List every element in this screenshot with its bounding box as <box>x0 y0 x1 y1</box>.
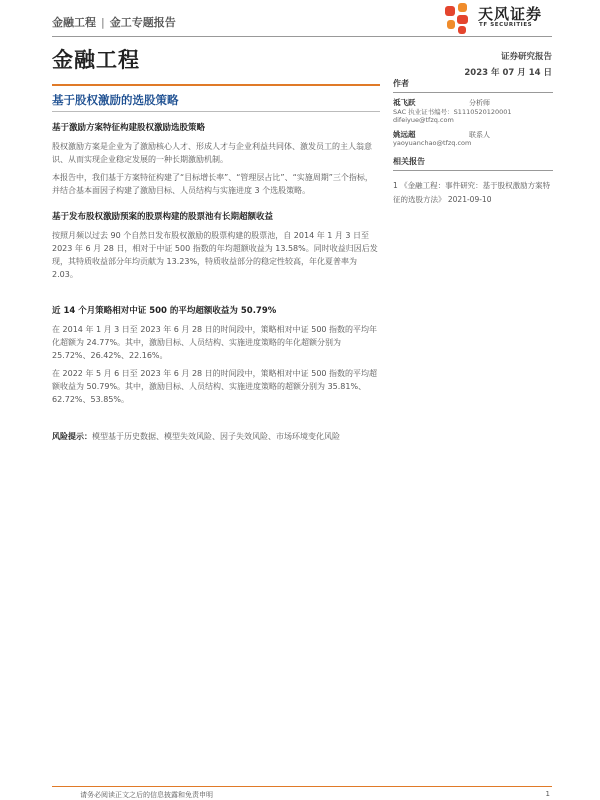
report-type-label: 证券研究报告 <box>500 52 552 62</box>
breadcrumb-category: 金融工程 <box>52 16 96 29</box>
breadcrumb-report-type: 金工专题报告 <box>109 16 176 29</box>
section-heading: 基于发布股权激励预案的股票构建的股票池有长期超额收益 <box>52 212 274 222</box>
logo-english-name: TF SECURITIES <box>479 22 533 28</box>
logo-chinese-name: 天风证券 <box>478 5 543 23</box>
related-report-link[interactable]: 1 《金融工程：事件研究：基于股权激励方案特征的选股方法》 2021-09-10 <box>393 180 551 204</box>
footer-disclaimer: 请务必阅读正文之后的信息披露和免责申明 <box>80 791 213 799</box>
author-name: 姚远超 <box>393 129 416 139</box>
author-email[interactable]: difeiyue@tfzq.com <box>393 116 454 124</box>
risk-warning-text: 模型基于历史数据、模型失效风险、因子失效风险、市场环境变化风险 <box>92 432 340 441</box>
section-excess-return <box>52 305 380 406</box>
author-role: 联系人 <box>469 130 490 139</box>
subtitle-divider <box>52 111 380 112</box>
author-card <box>393 99 553 125</box>
page-number: 1 <box>545 790 550 798</box>
authors-heading: 作者 <box>393 78 553 93</box>
sidebar <box>393 78 553 207</box>
risk-warning <box>52 430 380 443</box>
page-title: 金融工程 <box>52 48 140 72</box>
breadcrumb <box>52 14 176 30</box>
author-email[interactable]: yaoyuanchao@tfzq.com <box>393 139 472 147</box>
author-certificate: SAC 执业证书编号：S1110520120001 <box>393 107 512 116</box>
report-date: 2023 年 07 月 14 日 <box>464 68 552 78</box>
section-paragraph: 本报告中，我们基于方案特征构建了“目标增长率”、“管理层占比”、“实施周期”三个指标，并结合基本面因子构建了激励目标、人员结构与实施进度 3 个选股策略。 <box>52 173 373 195</box>
title-accent-line <box>52 84 380 86</box>
related-reports-heading: 相关报告 <box>393 156 553 171</box>
author-role: 分析师 <box>469 99 490 107</box>
section-paragraph: 按照月频以过去 90 个自然日发布股权激励的股票构建的股票池，自 2014 年 1 月 3 日至 2023 年 6 月 28 日，相对于中证 500 指数的年均超额收益为 13.58%。同时收益归因后发现，其特质收益部分年均贡献为 13.23%，特质收益部分的稳定性较高，年化夏普率为 2.03。 <box>52 231 378 279</box>
risk-warning-label: 风险提示： <box>52 432 92 441</box>
breadcrumb-separator: | <box>101 16 105 29</box>
section-heading: 近 14 个月策略相对中证 500 的平均超额收益为 50.79% <box>52 306 277 316</box>
section-incentive-strategy <box>52 122 380 197</box>
footer-divider <box>52 786 552 787</box>
header-divider <box>52 36 552 37</box>
main-content <box>52 122 380 443</box>
section-paragraph: 在 2014 年 1 月 3 日至 2023 年 6 月 28 日的时间段中，策略相对中证 500 指数的平均年化超额为 24.77%。其中，激励目标、人员结构、实施进度策略的年化超额分别为 25.72%、26.42%、22.16%。 <box>52 325 378 360</box>
section-heading: 基于激励方案特征构建股权激励选股策略 <box>52 123 206 133</box>
report-subtitle: 基于股权激励的选股策略 <box>52 93 179 107</box>
section-stock-pool <box>52 211 380 281</box>
author-name: 祗飞跃 <box>393 98 416 107</box>
logo-mark-icon <box>442 2 476 36</box>
section-paragraph: 股权激励方案是企业为了激励核心人才、形成人才与企业利益共同体、激发员工的主人翁意识、从而实现企业稳定发展的一种长期激励机制。 <box>52 142 372 164</box>
company-logo <box>442 2 552 36</box>
section-paragraph: 在 2022 年 5 月 6 日至 2023 年 6 月 28 日的时间段中，策略相对中证 500 指数的平均超额收益为 50.79%。其中，激励目标、人员结构、实施进度策略的超额分别为 35.81%、62.72%、53.85%。 <box>52 369 378 404</box>
page-header <box>52 5 552 36</box>
author-card <box>393 131 553 148</box>
